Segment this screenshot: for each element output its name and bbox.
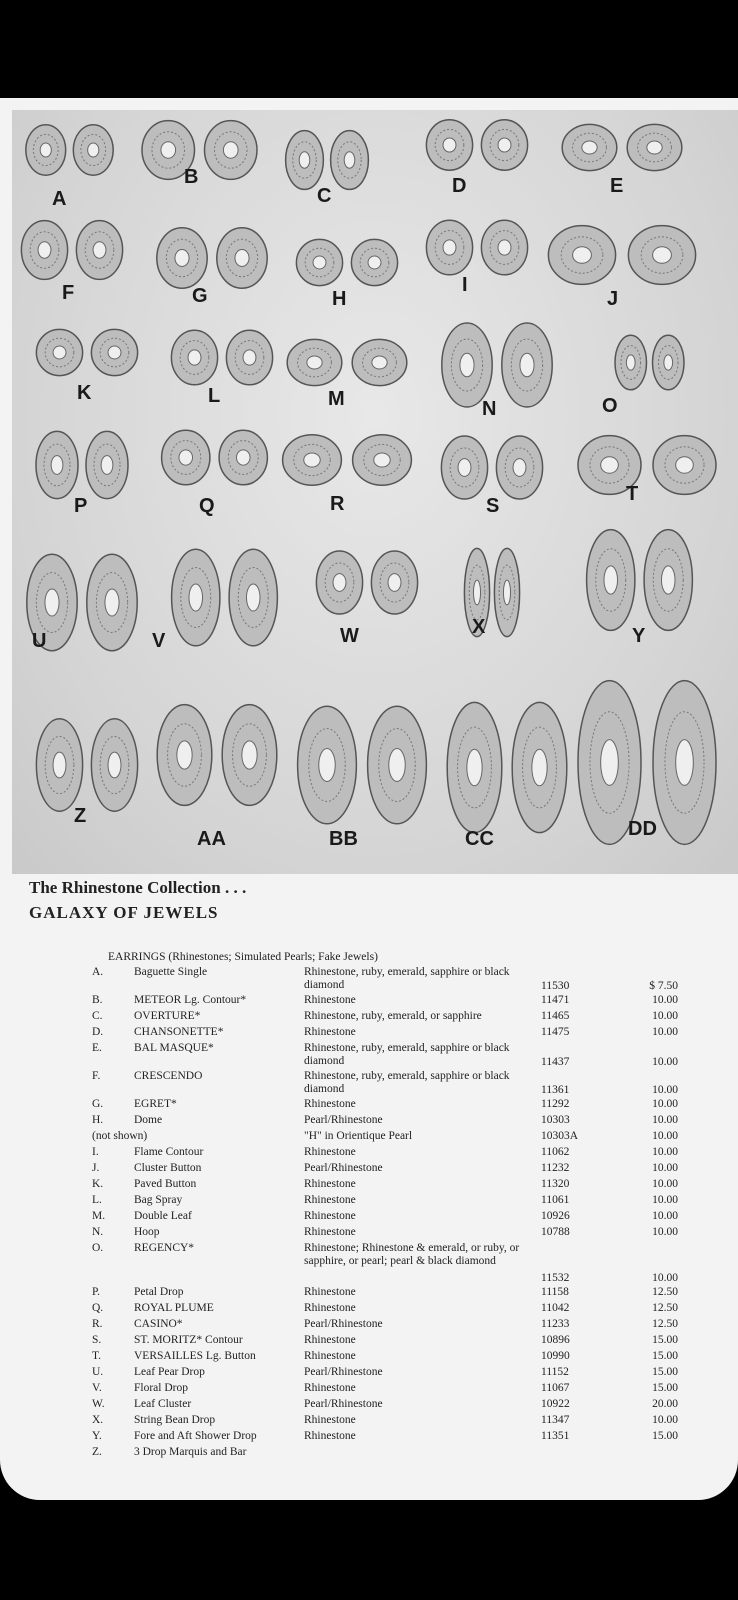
item-code: N. xyxy=(92,1226,104,1238)
list-item xyxy=(0,1098,738,1114)
item-name: REGENCY* xyxy=(134,1242,195,1254)
item-price: 10.00 xyxy=(652,1084,678,1096)
item-price: $ 7.50 xyxy=(649,980,678,992)
earring-pair-w xyxy=(312,545,422,620)
item-name: Leaf Pear Drop xyxy=(134,1366,205,1378)
item-letter: U xyxy=(32,630,47,652)
list-item xyxy=(0,1350,738,1366)
item-letter: W xyxy=(340,625,359,647)
item-description: Rhinestone xyxy=(304,1334,356,1346)
item-letter: L xyxy=(208,385,221,407)
item-letter: K xyxy=(77,382,92,404)
earring-pair-x xyxy=(462,540,522,645)
item-name: Cluster Button xyxy=(134,1162,202,1174)
item-number: 11530 xyxy=(541,980,570,992)
list-item xyxy=(0,1318,738,1334)
item-code: J. xyxy=(92,1162,100,1174)
item-price: 12.50 xyxy=(652,1286,678,1298)
item-code: R. xyxy=(92,1318,103,1330)
item-description: Pearl/Rhinestone xyxy=(304,1366,383,1378)
item-name: Bag Spray xyxy=(134,1194,183,1206)
item-letter: DD xyxy=(628,818,657,840)
item-code: G. xyxy=(92,1098,104,1110)
item-price: 10.00 xyxy=(652,1210,678,1222)
item-letter: C xyxy=(317,185,332,207)
list-item xyxy=(0,1194,738,1210)
item-number: 11465 xyxy=(541,1010,570,1022)
earring-pair-bb xyxy=(292,695,432,835)
list-item xyxy=(0,1446,738,1462)
item-description: Pearl/Rhinestone xyxy=(304,1114,383,1126)
item-letter: BB xyxy=(329,828,358,850)
item-number: 11062 xyxy=(541,1146,570,1158)
item-description: Pearl/Rhinestone xyxy=(304,1398,383,1410)
list-item xyxy=(0,1070,738,1098)
item-letter: AA xyxy=(197,828,226,850)
item-number: 11067 xyxy=(541,1382,570,1394)
item-name: VERSAILLES Lg. Button xyxy=(134,1350,256,1362)
item-description: Rhinestone xyxy=(304,1226,356,1238)
item-code: U. xyxy=(92,1366,104,1378)
item-code: V. xyxy=(92,1382,102,1394)
item-number: 11351 xyxy=(541,1430,570,1442)
item-number: 10303A xyxy=(541,1130,579,1142)
item-description: Rhinestone, ruby, emerald, or sapphire xyxy=(304,1010,482,1022)
item-code: Z. xyxy=(92,1446,102,1458)
item-description: "H" in Orientique Pearl xyxy=(304,1130,413,1142)
item-letter: CC xyxy=(465,828,494,850)
item-name: METEOR Lg. Contour* xyxy=(134,994,247,1006)
earring-pair-f xyxy=(17,215,127,285)
item-letter: R xyxy=(330,493,345,515)
item-name: CASINO* xyxy=(134,1318,183,1330)
item-price: 15.00 xyxy=(652,1366,678,1378)
item-code: S. xyxy=(92,1334,102,1346)
item-name: ST. MORITZ* Contour xyxy=(134,1334,243,1346)
collection-subtitle: GALAXY OF JEWELS xyxy=(29,903,219,922)
item-price: 10.00 xyxy=(652,994,678,1006)
item-code: F. xyxy=(92,1070,101,1082)
earring-pair-r xyxy=(277,430,417,490)
item-number: 11042 xyxy=(541,1302,570,1314)
item-letter: A xyxy=(52,188,67,210)
item-price: 10.00 xyxy=(652,1414,678,1426)
item-description: Rhinestone xyxy=(304,1146,356,1158)
list-item xyxy=(0,1286,738,1302)
item-name: Flame Contour xyxy=(134,1146,204,1158)
list-item xyxy=(0,1226,738,1242)
list-item xyxy=(0,1334,738,1350)
list-item xyxy=(0,1242,738,1286)
item-code: I. xyxy=(92,1146,99,1158)
item-letter: S xyxy=(486,495,500,517)
item-price: 12.50 xyxy=(652,1302,678,1314)
item-number: 11347 xyxy=(541,1414,570,1426)
item-name: Petal Drop xyxy=(134,1286,184,1298)
list-item xyxy=(0,1010,738,1026)
earring-pair-o xyxy=(612,330,687,395)
item-code: D. xyxy=(92,1026,104,1038)
item-letter: I xyxy=(462,274,468,296)
item-letter: Y xyxy=(632,625,646,647)
item-description: Rhinestone xyxy=(304,1210,356,1222)
item-letter: Z xyxy=(74,805,87,827)
item-letter: P xyxy=(74,495,88,517)
list-item xyxy=(0,1130,738,1146)
item-code: B. xyxy=(92,994,103,1006)
item-letter: E xyxy=(610,175,624,197)
item-code: W. xyxy=(92,1398,105,1410)
item-price: 15.00 xyxy=(652,1430,678,1442)
item-price: 10.00 xyxy=(652,1056,678,1068)
item-number: 11475 xyxy=(541,1026,570,1038)
item-name: Paved Button xyxy=(134,1178,197,1190)
item-description: Rhinestone xyxy=(304,1026,356,1038)
earring-pair-q xyxy=(157,425,272,490)
earring-pair-v xyxy=(167,540,282,655)
list-item xyxy=(0,1114,738,1130)
item-letter: D xyxy=(452,175,467,197)
item-name: (not shown) xyxy=(92,1130,148,1142)
item-number: 10990 xyxy=(541,1350,570,1362)
list-item xyxy=(0,1414,738,1430)
item-description: Rhinestone xyxy=(304,1382,356,1394)
item-code: Y. xyxy=(92,1430,102,1442)
item-code: E. xyxy=(92,1042,102,1054)
list-item xyxy=(0,1210,738,1226)
item-description: Rhinestone xyxy=(304,994,356,1006)
item-name: Leaf Cluster xyxy=(134,1398,192,1410)
earring-pair-j xyxy=(542,220,702,290)
item-number: 11233 xyxy=(541,1318,570,1330)
item-name: BAL MASQUE* xyxy=(134,1042,214,1054)
item-description: Pearl/Rhinestone xyxy=(304,1162,383,1174)
item-name: EGRET* xyxy=(134,1098,177,1110)
list-item xyxy=(0,1146,738,1162)
list-item xyxy=(0,966,738,994)
item-name: CRESCENDO xyxy=(134,1070,203,1082)
item-description: Rhinestone xyxy=(304,1178,356,1190)
item-letter: N xyxy=(482,398,497,420)
item-price: 10.00 xyxy=(652,1098,678,1110)
item-number: 11361 xyxy=(541,1084,570,1096)
list-item xyxy=(0,1302,738,1318)
earrings-list-header: EARRINGS (Rhinestones; Simulated Pearls; Fake Jewels) xyxy=(108,951,378,963)
top-black-bar xyxy=(0,0,738,98)
earring-pair-s xyxy=(437,430,547,505)
item-price: 10.00 xyxy=(652,1130,678,1142)
item-letter: M xyxy=(328,388,345,410)
item-letter: B xyxy=(184,166,199,188)
item-code: M. xyxy=(92,1210,106,1222)
list-item xyxy=(0,1162,738,1178)
list-item xyxy=(0,1366,738,1382)
item-name: String Bean Drop xyxy=(134,1414,216,1426)
item-number: 11152 xyxy=(541,1366,569,1378)
earring-pair-a xyxy=(22,120,117,180)
item-description: Rhinestone; Rhinestone & emerald, or ruby, or sapphire, or pearl; pearl & black diamond xyxy=(304,1242,520,1267)
item-name: OVERTURE* xyxy=(134,1010,201,1022)
item-letter: H xyxy=(332,288,347,310)
item-code: X. xyxy=(92,1414,104,1426)
earring-pair-h xyxy=(292,235,402,290)
item-price: 10.00 xyxy=(652,1010,678,1022)
earring-pair-d xyxy=(422,115,532,175)
earring-pair-z xyxy=(32,710,142,820)
item-letter: Q xyxy=(199,495,215,517)
item-description: Rhinestone, ruby, emerald, sapphire or black diamond xyxy=(304,1070,510,1095)
item-letter: F xyxy=(62,282,75,304)
item-description: Rhinestone, ruby, emerald, sapphire or black diamond xyxy=(304,966,510,991)
item-number: 11437 xyxy=(541,1056,570,1068)
item-name: Dome xyxy=(134,1114,163,1126)
item-name: Baguette Single xyxy=(134,966,208,978)
catalog-page xyxy=(0,98,738,1500)
item-code: C. xyxy=(92,1010,103,1022)
item-number: 10922 xyxy=(541,1398,570,1410)
item-price: 12.50 xyxy=(652,1318,678,1330)
item-number: 10926 xyxy=(541,1210,570,1222)
item-number: 10896 xyxy=(541,1334,570,1346)
item-description: Rhinestone xyxy=(304,1098,356,1110)
earring-pair-cc xyxy=(442,690,572,845)
item-code: H. xyxy=(92,1114,104,1126)
item-description: Pearl/Rhinestone xyxy=(304,1318,383,1330)
item-code: P. xyxy=(92,1286,100,1298)
list-item xyxy=(0,1026,738,1042)
item-price: 15.00 xyxy=(652,1382,678,1394)
item-name: Hoop xyxy=(134,1226,160,1238)
item-price: 10.00 xyxy=(652,1114,678,1126)
list-item xyxy=(0,994,738,1010)
item-description: Rhinestone xyxy=(304,1350,356,1362)
list-item xyxy=(0,1178,738,1194)
item-number: 11232 xyxy=(541,1162,570,1174)
item-price: 10.00 xyxy=(652,1178,678,1190)
item-code: T. xyxy=(92,1350,102,1362)
item-description: Rhinestone, ruby, emerald, sapphire or black diamond xyxy=(304,1042,510,1067)
item-code: A. xyxy=(92,966,104,978)
item-number: 11471 xyxy=(541,994,570,1006)
list-item xyxy=(0,1042,738,1070)
earring-pair-n xyxy=(437,315,557,415)
earring-pair-e xyxy=(557,120,687,175)
item-price: 15.00 xyxy=(652,1334,678,1346)
item-code: K. xyxy=(92,1178,104,1190)
item-number: 11292 xyxy=(541,1098,570,1110)
item-name: Floral Drop xyxy=(134,1382,188,1394)
item-name: Fore and Aft Shower Drop xyxy=(134,1430,257,1442)
item-code: O. xyxy=(92,1242,104,1254)
item-price: 10.00 xyxy=(652,1026,678,1038)
earring-pair-m xyxy=(282,335,412,390)
item-number: 11532 xyxy=(541,1272,570,1284)
item-letter: T xyxy=(626,483,639,505)
item-name: 3 Drop Marquis and Bar xyxy=(134,1446,247,1458)
item-price: 10.00 xyxy=(652,1226,678,1238)
item-number: 10303 xyxy=(541,1114,570,1126)
earring-pair-l xyxy=(167,325,277,390)
list-item xyxy=(0,1430,738,1446)
earring-pair-y xyxy=(582,520,697,640)
item-number: 11061 xyxy=(541,1194,570,1206)
item-letter: G xyxy=(192,285,208,307)
item-number: 11320 xyxy=(541,1178,570,1190)
item-letter: V xyxy=(152,630,166,652)
item-letter: J xyxy=(607,288,619,310)
item-name: Double Leaf xyxy=(134,1210,192,1222)
item-name: CHANSONETTE* xyxy=(134,1026,224,1038)
item-description: Rhinestone xyxy=(304,1194,356,1206)
list-item xyxy=(0,1382,738,1398)
item-name: ROYAL PLUME xyxy=(134,1302,214,1314)
item-code: Q. xyxy=(92,1302,104,1314)
collection-title: The Rhinestone Collection . . . xyxy=(29,878,247,897)
item-description: Rhinestone xyxy=(304,1302,356,1314)
item-price: 10.00 xyxy=(652,1146,678,1158)
earring-pair-g xyxy=(152,222,272,294)
item-letter: X xyxy=(472,616,486,638)
item-number: 11158 xyxy=(541,1286,569,1298)
item-letter: O xyxy=(602,395,618,417)
item-number: 10788 xyxy=(541,1226,570,1238)
item-description: Rhinestone xyxy=(304,1414,356,1426)
earring-pair-b xyxy=(137,115,262,185)
item-description: Rhinestone xyxy=(304,1430,356,1442)
item-price: 10.00 xyxy=(652,1162,678,1174)
earring-pair-aa xyxy=(152,695,282,815)
item-code: L. xyxy=(92,1194,102,1206)
list-item xyxy=(0,1398,738,1414)
earring-pair-p xyxy=(32,425,132,505)
earring-pair-t xyxy=(572,430,722,500)
bottom-black-bar xyxy=(0,1500,738,1600)
item-price: 10.00 xyxy=(652,1272,678,1284)
item-price: 20.00 xyxy=(652,1398,678,1410)
item-price: 10.00 xyxy=(652,1194,678,1206)
item-description: Rhinestone xyxy=(304,1286,356,1298)
earring-pair-i xyxy=(422,215,532,280)
item-price: 15.00 xyxy=(652,1350,678,1362)
earrings-photo xyxy=(12,110,738,874)
earring-pair-k xyxy=(32,325,142,380)
